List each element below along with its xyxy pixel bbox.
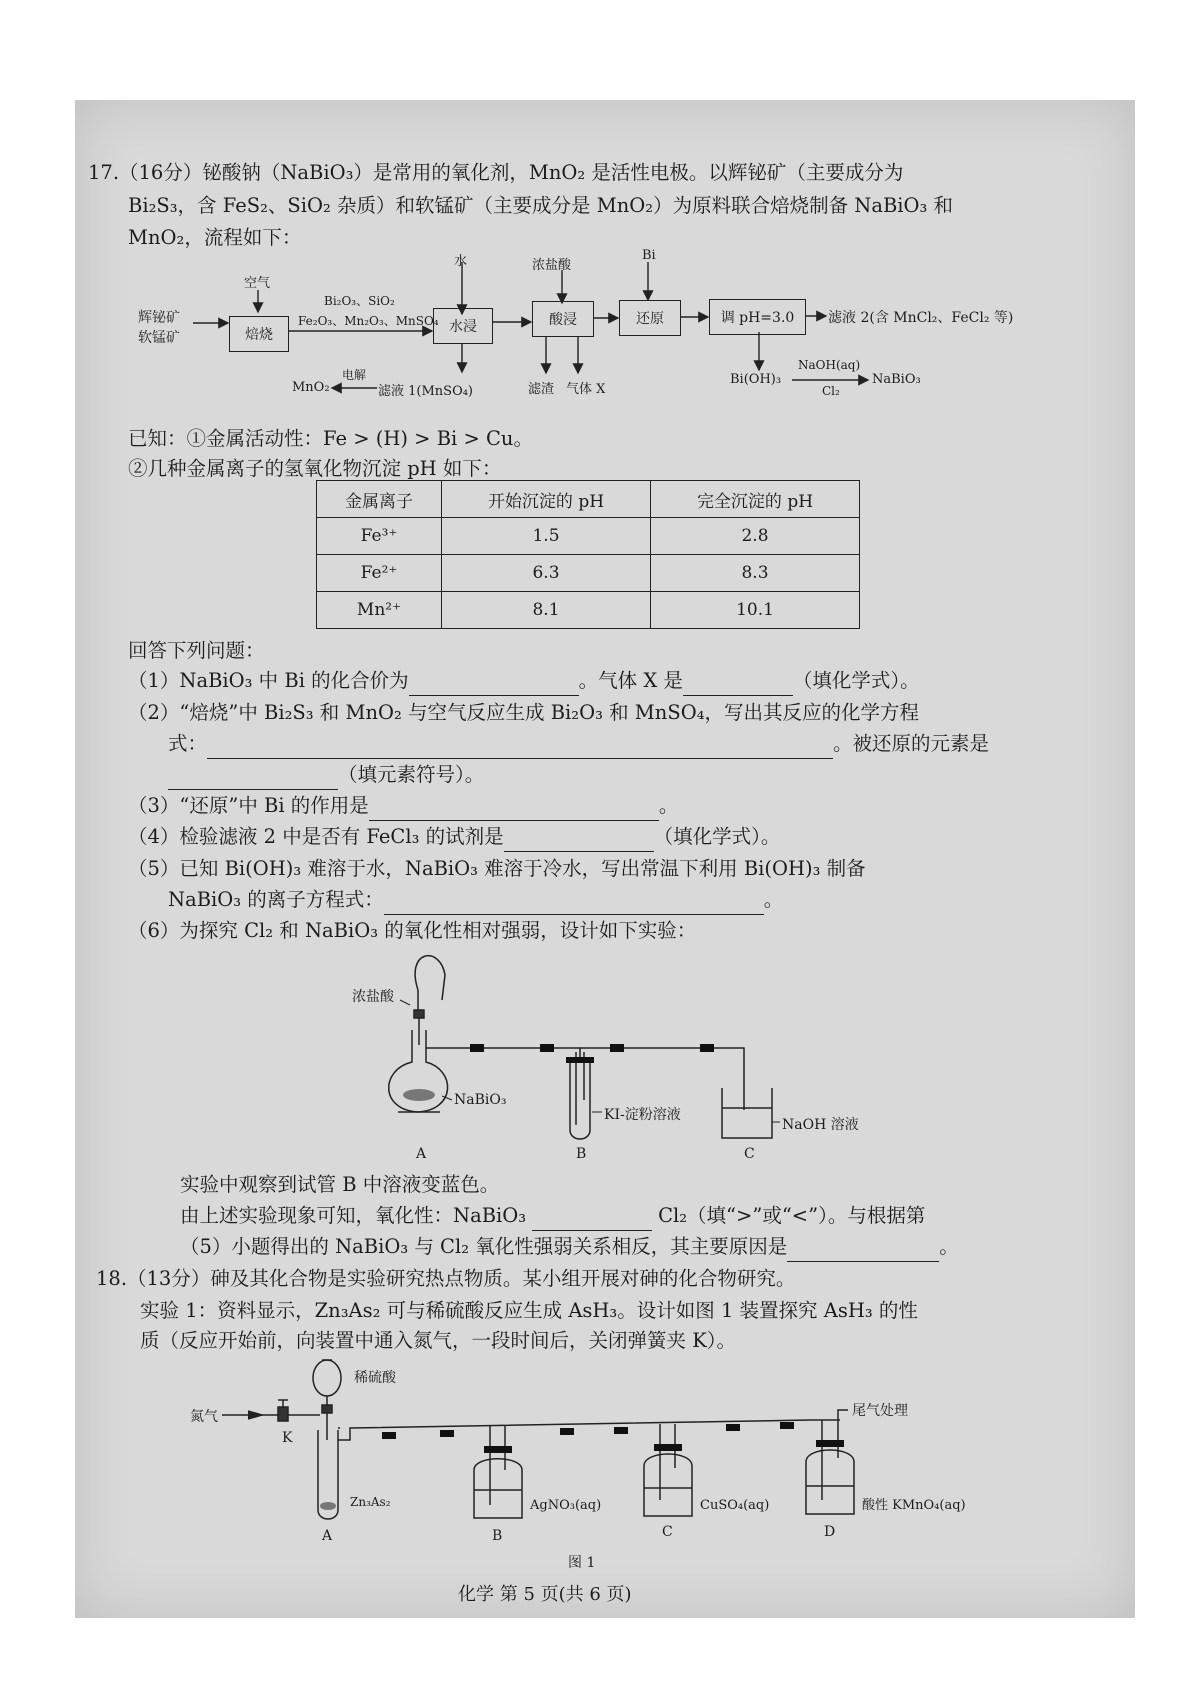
q3-text-a: （3）“还原”中 Bi 的作用是 — [128, 794, 369, 817]
nabio3-product: NaBiO₃ — [872, 372, 921, 387]
table-cell-complete: 10.1 — [651, 592, 860, 629]
agno3-label: AgNO₃(aq) — [530, 1498, 602, 1513]
water-leach-box: 水浸 — [433, 308, 493, 344]
table-cell-ion: Mn²⁺ — [317, 592, 442, 629]
q17-sub-5-line-1: （5）已知 Bi(OH)₃ 难溶于水，NaBiO₃ 难溶于冷水，写出常温下利用 Bi(OH)₃ 制备 — [128, 857, 866, 880]
q17-line-2: Bi₂S₃，含 FeS₂、SiO₂ 杂质）和软锰矿（主要成分是 MnO₂）为原料联合焙烧制备 NaBiO₃ 和 — [128, 194, 954, 217]
filtrate-2-label: 滤液 2(含 MnCl₂、FeCl₂ 等) — [828, 310, 1014, 326]
figure-caption: 图 1 — [568, 1555, 596, 1571]
q4-text-a: （4）检验滤液 2 中是否有 FeCl₃ 的试剂是 — [128, 825, 504, 848]
page-footer: 化学 第 5 页(共 6 页) — [458, 1584, 632, 1605]
table-cell-complete: 2.8 — [651, 518, 860, 555]
roast-product-1: Bi₂O₃、SiO₂ — [324, 294, 395, 308]
cuso4-label: CuSO₄(aq) — [700, 1498, 770, 1513]
q2-text-b: 式： — [168, 732, 208, 755]
clamp-k-label: K — [282, 1430, 293, 1446]
q1-text-c: （填化学式）。 — [792, 669, 920, 692]
electrolysis-label: 电解 — [342, 368, 367, 382]
fig1-b-label: B — [492, 1528, 503, 1544]
filtrate-1-label: 滤液 1(MnSO₄) — [378, 384, 474, 399]
acid-leach-box: 酸浸 — [532, 301, 594, 337]
table-cell-start: 1.5 — [442, 518, 651, 555]
reduce-box: 还原 — [619, 300, 681, 336]
table-cell-ion: Fe²⁺ — [317, 555, 442, 592]
q1-text-b: 。气体 X 是 — [578, 669, 683, 692]
ore-bismuthinite: 辉铋矿 — [138, 310, 180, 326]
conc-hcl-label: 浓盐酸 — [532, 258, 572, 273]
roast-box: 焙烧 — [229, 316, 289, 352]
bioh3-label: Bi(OH)₃ — [730, 372, 782, 387]
table-cell-ion: Fe³⁺ — [317, 518, 442, 555]
table-cell-start: 6.3 — [442, 555, 651, 592]
known-2: ②几种金属离子的氢氧化物沉淀 pH 如下： — [128, 457, 502, 480]
q18-line-2: 实验 1：资料显示，Zn₃As₂ 可与稀硫酸反应生成 AsH₃。设计如图 1 装置探究 AsH₃ 的性 — [140, 1299, 918, 1322]
water-label: 水 — [454, 254, 468, 269]
known-1: 已知：①金属活动性：Fe > (H) > Bi > Cu。 — [128, 427, 533, 450]
fig1-d-label: D — [824, 1524, 836, 1540]
q17-sub-6: （6）为探究 Cl₂ 和 NaBiO₃ 的氧化性相对强弱，设计如下实验： — [128, 919, 697, 942]
apparatus-c-label: C — [744, 1146, 755, 1162]
q3-text-b: 。 — [658, 794, 679, 817]
roast-product-2: Fe₂O₃、Mn₂O₃、MnSO₄ — [298, 314, 439, 328]
mno2-product: MnO₂ — [292, 380, 330, 395]
concl-text-c: （5）小题得出的 NaBiO₃ 与 Cl₂ 氧化性强弱关系相反，其主要原因是 — [180, 1235, 788, 1258]
gas-x-label: 气体 X — [566, 382, 606, 397]
q2-text-d: （填元素符号）。 — [338, 763, 485, 786]
ore-pyrolusite: 软锰矿 — [138, 330, 180, 346]
kmno4-label: 酸性 KMnO₄(aq) — [862, 1498, 966, 1513]
q4-text-b: （填化学式）。 — [653, 825, 781, 848]
naoh-solution-label: NaOH 溶液 — [782, 1117, 859, 1133]
concl-text-b: Cl₂（填“>”或“<”）。与根据第 — [658, 1204, 926, 1227]
table-header-start-ph: 开始沉淀的 pH — [442, 481, 651, 518]
air-label: 空气 — [244, 276, 271, 291]
bi-reagent-label: Bi — [642, 248, 656, 263]
table-cell-start: 8.1 — [442, 592, 651, 629]
answer-intro: 回答下列问题： — [128, 639, 265, 662]
concl-text-a: 由上述实验现象可知，氧化性：NaBiO₃ — [180, 1204, 527, 1227]
adjust-ph-box: 调 pH=3.0 — [709, 299, 806, 335]
apparatus-b-label: B — [576, 1146, 587, 1162]
residue-label: 滤渣 — [528, 382, 555, 397]
q17-sub-2-line-1: （2）“焙烧”中 Bi₂S₃ 和 MnO₂ 与空气反应生成 Bi₂O₃ 和 MnSO₄，写出其反应的化学方程 — [128, 701, 919, 724]
q5-text-b: NaBiO₃ 的离子方程式： — [168, 888, 384, 911]
table-header-complete-ph: 完全沉淀的 pH — [651, 481, 860, 518]
tail-gas-label: 尾气处理 — [852, 1403, 908, 1419]
observation: 实验中观察到试管 B 中溶液变蓝色。 — [180, 1173, 500, 1196]
q1-text-a: （1）NaBiO₃ 中 Bi 的化合价为 — [128, 669, 409, 692]
fig1-a-label: A — [322, 1528, 333, 1544]
naoh-reagent-label: NaOH(aq) — [798, 358, 861, 372]
ki-starch-label: KI-淀粉溶液 — [604, 1107, 681, 1123]
fig1-c-label: C — [662, 1524, 673, 1540]
q18-line-1: 18.（13分）砷及其化合物是实验研究热点物质。某小组开展对砷的化合物研究。 — [96, 1267, 796, 1290]
table-cell-complete: 8.3 — [651, 555, 860, 592]
zn3as2-label: Zn₃As₂ — [350, 1495, 391, 1509]
conc-hcl-reagent: 浓盐酸 — [352, 989, 394, 1005]
q18-line-3: 质（反应开始前，向装置中通入氮气，一段时间后，关闭弹簧夹 K）。 — [140, 1329, 737, 1352]
nabio3-reagent: NaBiO₃ — [454, 1092, 507, 1108]
q17-line-3: MnO₂，流程如下： — [128, 226, 302, 249]
table-header-ion: 金属离子 — [317, 481, 442, 518]
concl-text-d: 。 — [939, 1235, 959, 1258]
q5-text-c: 。 — [763, 888, 784, 911]
q17-line-1: 17.（16分）铋酸钠（NaBiO₃）是常用的氧化剂，MnO₂ 是活性电极。以辉铋矿（主要成分为 — [88, 161, 904, 184]
q2-text-c: 。被还原的元素是 — [833, 732, 990, 755]
apparatus-a-label: A — [416, 1146, 427, 1162]
dilute-h2so4-label: 稀硫酸 — [354, 1370, 396, 1386]
n2-label: 氮气 — [190, 1409, 218, 1425]
cl2-reagent-label: Cl₂ — [822, 384, 840, 398]
